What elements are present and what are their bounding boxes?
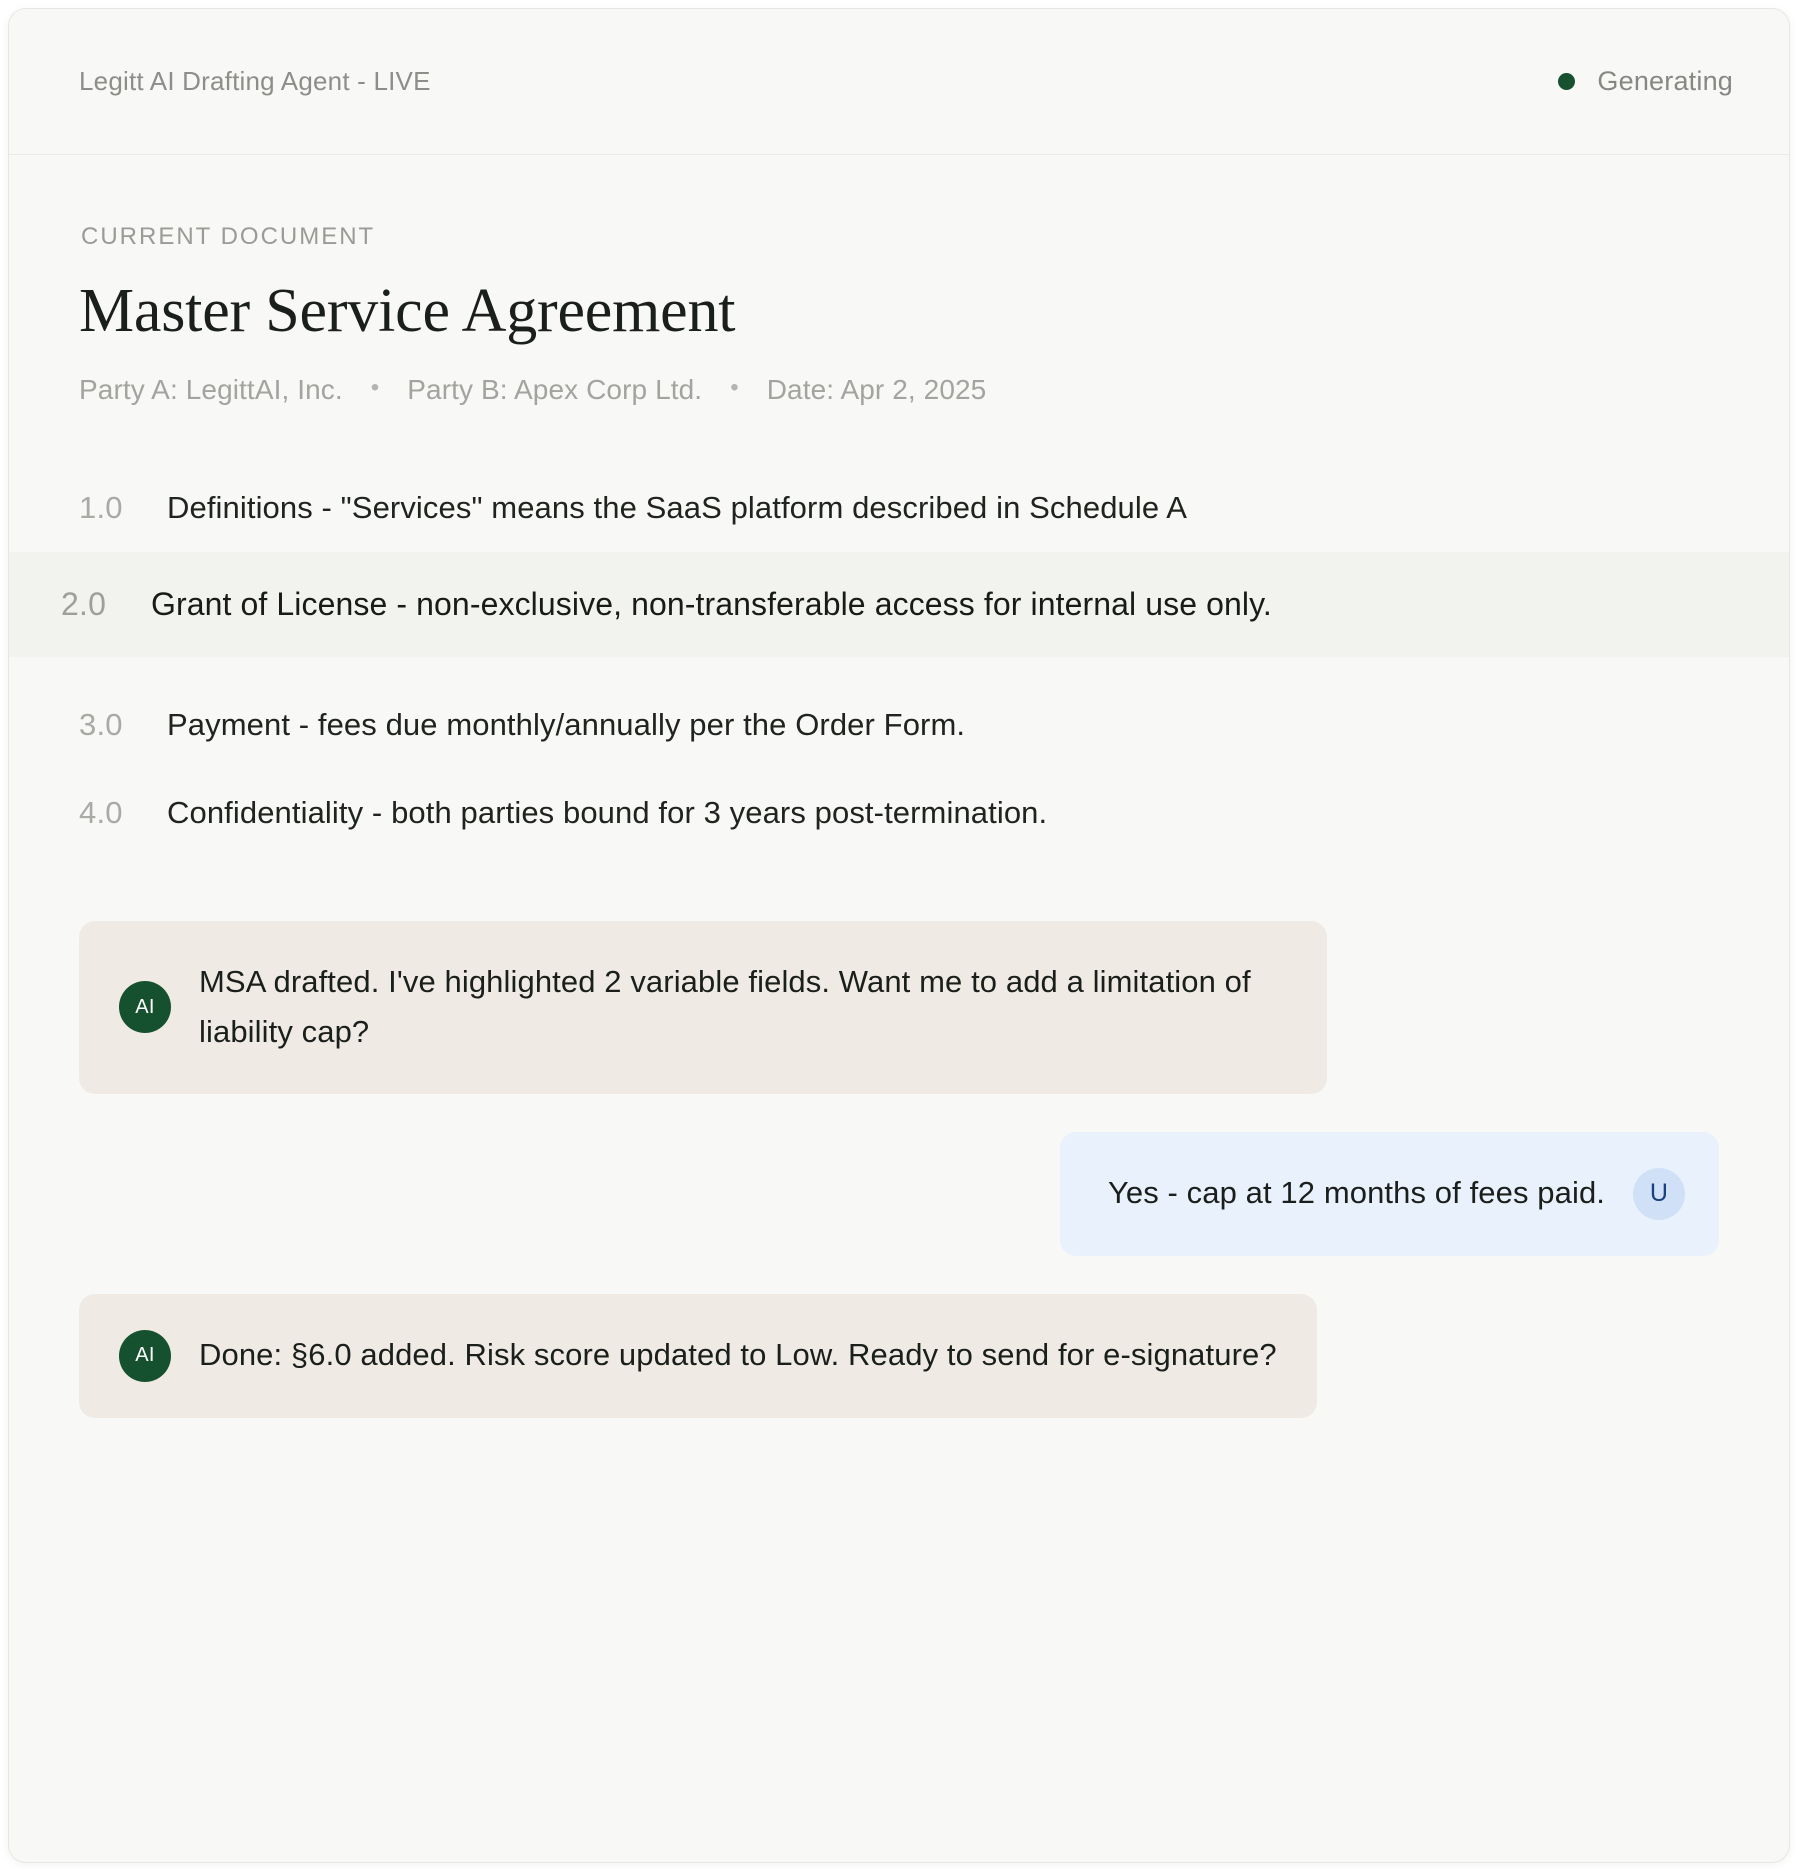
clause-number: 3.0 — [79, 707, 123, 743]
eyebrow-label: CURRENT DOCUMENT — [81, 223, 376, 250]
avatar-user: U — [1633, 1168, 1685, 1220]
clause-number: 4.0 — [79, 795, 123, 831]
clause-text: Payment - fees due monthly/annually per the Order Form. — [167, 707, 966, 743]
status-label: Generating — [1597, 66, 1733, 96]
clause-number: 1.0 — [79, 490, 123, 526]
status-dot-icon — [1558, 73, 1575, 90]
chat-message-text: Yes - cap at 12 months of fees paid. — [1107, 1175, 1605, 1211]
title-bar — [9, 9, 1789, 155]
avatar-ai: AI — [119, 981, 171, 1033]
clause-row[interactable] — [9, 464, 1789, 552]
chat-message-ai — [79, 921, 1719, 1093]
chat-message-user — [79, 1132, 1719, 1256]
chat-message-ai — [79, 1294, 1719, 1418]
clause-text: Confidentiality - both parties bound for 3 years post-termination. — [167, 795, 1048, 831]
app-title: Legitt AI Drafting Agent - LIVE — [79, 66, 431, 96]
meta-separator-icon: • — [730, 374, 739, 402]
meta-separator-icon: • — [370, 374, 380, 402]
chat-message-text: Done: §6.0 added. Risk score updated to Low. Ready to send for e-signature? — [199, 1337, 1277, 1373]
chat-bubble-ai[interactable] — [79, 921, 1327, 1093]
page-title: Master Service Agreement — [79, 277, 736, 345]
document-meta — [79, 374, 1719, 406]
chat-bubble-ai[interactable] — [79, 1294, 1317, 1418]
status-badge — [1558, 66, 1733, 97]
document-area — [9, 155, 1789, 1862]
meta-date: Date: Apr 2, 2025 — [766, 374, 987, 406]
app-window — [8, 8, 1790, 1863]
clause-text: Grant of License - non-exclusive, non-transferable access for internal use only. — [151, 586, 1272, 623]
clause-number: 2.0 — [61, 586, 107, 623]
avatar-ai: AI — [119, 1330, 171, 1382]
clause-row[interactable] — [9, 681, 1789, 769]
chat-thread — [9, 921, 1789, 1417]
chat-message-text: MSA drafted. I've highlighted 2 variable fields. Want me to add a limitation of liability cap? — [199, 964, 1251, 1050]
document-header — [9, 155, 1789, 406]
meta-party-b: Party B: Apex Corp Ltd. — [407, 374, 703, 406]
clause-list — [9, 464, 1789, 857]
clause-row-highlighted[interactable] — [9, 552, 1789, 657]
clause-row[interactable] — [9, 769, 1789, 857]
chat-bubble-user[interactable] — [1060, 1132, 1719, 1256]
clause-text: Definitions - "Services" means the SaaS platform described in Schedule A — [167, 490, 1187, 526]
meta-party-a: Party A: LegittAI, Inc. — [79, 374, 343, 406]
